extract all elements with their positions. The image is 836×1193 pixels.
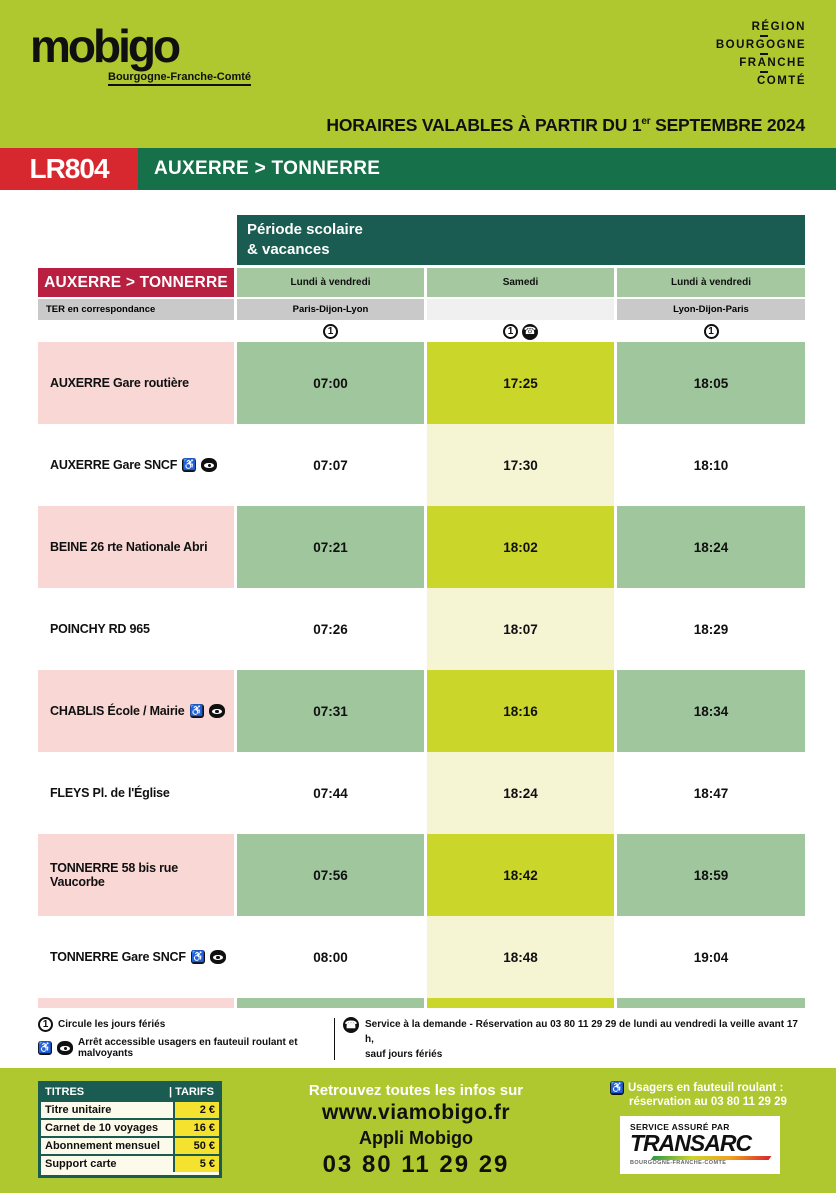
period-header (237, 215, 805, 265)
stop-name-label: AUXERRE Gare SNCF (50, 458, 178, 472)
line-destination: AUXERRE > TONNERRE (138, 148, 836, 190)
region-logo-line: FRANCHE (739, 57, 806, 69)
wheelchair-icon: ♿ (610, 1081, 624, 1094)
tariff-table (38, 1081, 222, 1178)
stop-name (38, 342, 234, 424)
icons-col1 (237, 321, 424, 342)
time-cell: 18:10 (617, 424, 805, 506)
mobigo-logo-subtitle: Bourgogne-Franche-Comté (108, 71, 251, 86)
time-cell: 07:26 (237, 588, 424, 670)
low-vision-icon (57, 1041, 73, 1055)
ter-label: TER en correspondance (38, 299, 234, 320)
time-cell: 19:04 (617, 916, 805, 998)
wheelchair-reservation (610, 1081, 805, 1095)
wheelchair-icon: ♿ (191, 950, 205, 963)
timetable-row (38, 424, 805, 506)
region-bfc-logo (716, 20, 806, 88)
header (0, 0, 836, 148)
day-header-col1: Lundi à vendredi (237, 268, 424, 297)
phone-icon: ☎ (522, 324, 538, 340)
stop-name-label: AUXERRE Gare routière (50, 376, 189, 390)
legend-accessible (38, 1037, 326, 1059)
timetable-row (38, 916, 805, 998)
time-cell (617, 998, 805, 1008)
time-cell: 07:44 (237, 752, 424, 834)
footer-info-intro: Retrouvez toutes les infos sur (308, 1082, 524, 1099)
validity-text: HORAIRES VALABLES À PARTIR DU 1 (326, 115, 642, 135)
tariff-price: 50 € (173, 1138, 219, 1154)
circled-1-icon: 1 (503, 324, 518, 339)
legend-divider (334, 1018, 335, 1060)
icons-col3 (617, 321, 805, 342)
stop-name (38, 998, 234, 1008)
region-logo-line: BOURGOGNE (715, 39, 806, 51)
stop-name-label: POINCHY RD 965 (50, 622, 150, 636)
time-cell: 18:05 (617, 342, 805, 424)
line-code-badge: LR804 (0, 148, 138, 190)
tariff-row (41, 1136, 219, 1154)
region-logo-bar (760, 53, 768, 55)
wheelchair-icon: ♿ (38, 1041, 52, 1054)
period-line2: & vacances (247, 240, 330, 258)
time-cell (427, 998, 614, 1008)
time-cell: 18:42 (427, 834, 614, 916)
wheelchair-icon: ♿ (189, 704, 204, 717)
ter-col3: Lyon-Dijon-Paris (617, 299, 805, 320)
timetable-row-partial (38, 998, 805, 1008)
timetable-row (38, 834, 805, 916)
stop-name-label: FLEYS Pl. de l'Église (50, 786, 170, 800)
time-cell: 18:59 (617, 834, 805, 916)
timetable-row (38, 752, 805, 834)
timetable (0, 190, 836, 1068)
footer-info (222, 1081, 610, 1193)
service-icons-row (38, 321, 805, 342)
tariff-row (41, 1100, 219, 1118)
stop-name-label: TONNERRE Gare SNCF (50, 950, 186, 964)
wheelchair-reservation-line1: Usagers en fauteuil roulant : (628, 1082, 784, 1094)
stop-name (38, 588, 234, 670)
mobigo-logo (30, 20, 251, 86)
legend-accessible-text: Arrêt accessible usagers en fauteuil roulant et malvoyants (78, 1037, 298, 1059)
time-cell: 17:30 (427, 424, 614, 506)
line-band (0, 148, 836, 190)
stop-name (38, 752, 234, 834)
day-header-row (38, 268, 805, 297)
legend-on-demand-text (365, 1017, 805, 1064)
tariff-price: 2 € (173, 1102, 219, 1118)
period-line1: Période scolaire (247, 221, 363, 238)
ter-row (38, 299, 805, 320)
stop-name-label: BEINE 26 rte Nationale Abri (50, 540, 208, 554)
legend (38, 1017, 805, 1064)
footer-right (610, 1081, 805, 1193)
time-cell: 17:25 (427, 342, 614, 424)
tariff-label: Carnet de 10 voyages (45, 1122, 159, 1134)
legend-left (38, 1017, 326, 1064)
footer (0, 1068, 836, 1193)
stop-name-label: TONNERRE 58 bis rue Vaucorbe (50, 861, 178, 889)
stop-name (38, 834, 234, 916)
day-header-col3: Lundi à vendredi (617, 268, 805, 297)
time-cell: 18:16 (427, 670, 614, 752)
tariff-col-titles: TITRES (45, 1086, 85, 1098)
tariff-price: 16 € (173, 1120, 219, 1136)
transarc-name: TRANSARC (630, 1130, 752, 1156)
stop-name (38, 506, 234, 588)
footer-phone: 03 80 11 29 29 (322, 1151, 510, 1178)
tariff-rows (41, 1100, 219, 1172)
period-header-row (38, 190, 805, 265)
time-cell: 07:07 (237, 424, 424, 506)
time-cell: 18:07 (427, 588, 614, 670)
time-cell: 18:47 (617, 752, 805, 834)
region-logo-bar (760, 71, 768, 73)
stop-name (38, 670, 234, 752)
transarc-swoosh (651, 1156, 772, 1160)
timetable-row (38, 342, 805, 424)
low-vision-icon (209, 704, 225, 718)
phone-icon: ☎ (343, 1017, 359, 1033)
region-logo-line: COMTÉ (756, 75, 806, 87)
stop-name (38, 916, 234, 998)
period-spacer (38, 215, 234, 265)
low-vision-icon (201, 458, 217, 472)
timetable-row (38, 670, 805, 752)
tariff-label: Titre unitaire (45, 1104, 112, 1116)
legend-on-demand-line1: Service à la demande - Réservation au 03 80 11 29 29 de lundi au vendredi la veille avant 17 h, (365, 1019, 798, 1045)
time-cell: 18:02 (427, 506, 614, 588)
transarc-subtitle: BOURGOGNE-FRANCHE-COMTÉ (630, 1160, 727, 1166)
time-cell (237, 998, 424, 1008)
transarc-label: SERVICE ASSURÉ PAR (630, 1122, 730, 1132)
timetable-rows (38, 342, 836, 998)
mobigo-logo-text: mobigo (30, 20, 179, 72)
footer-website: www.viamobigo.fr (321, 1101, 511, 1124)
route-header: AUXERRE > TONNERRE (38, 268, 234, 297)
time-cell: 18:48 (427, 916, 614, 998)
circled-1-icon: 1 (38, 1017, 53, 1032)
time-cell: 18:24 (427, 752, 614, 834)
legend-on-demand-line2: sauf jours fériés (365, 1049, 443, 1060)
wheelchair-reservation-line2: réservation au 03 80 11 29 29 (629, 1096, 787, 1108)
legend-on-demand (343, 1017, 805, 1064)
time-cell: 18:29 (617, 588, 805, 670)
wheelchair-icon: ♿ (182, 458, 196, 471)
stop-name (38, 424, 234, 506)
tariff-price: 5 € (173, 1156, 219, 1172)
tariff-header (41, 1084, 219, 1100)
ter-col1: Paris-Dijon-Lyon (237, 299, 424, 320)
time-cell: 07:31 (237, 670, 424, 752)
icons-spacer (38, 321, 234, 342)
tariff-col-tarifs: | TARIFS (168, 1086, 214, 1098)
stop-name-label: CHABLIS École / Mairie (50, 704, 185, 718)
tariff-row (41, 1154, 219, 1172)
tariff-label: Abonnement mensuel (45, 1140, 160, 1152)
legend-holiday-text: Circule les jours fériés (58, 1019, 166, 1030)
time-cell: 07:00 (237, 342, 424, 424)
legend-holiday (38, 1017, 326, 1032)
region-logo-bar (760, 35, 768, 37)
tariff-label: Support carte (45, 1158, 117, 1170)
circled-1-icon: 1 (704, 324, 719, 339)
time-cell: 18:34 (617, 670, 805, 752)
footer-app: Appli Mobigo (359, 1128, 473, 1148)
timetable-row (38, 588, 805, 670)
ter-col2 (427, 299, 614, 320)
transarc-logo (620, 1116, 780, 1174)
time-cell: 07:21 (237, 506, 424, 588)
day-header-col2: Samedi (427, 268, 614, 297)
validity-date (326, 115, 805, 136)
validity-text: SEPTEMBRE 2024 (650, 115, 805, 135)
timetable-row (38, 506, 805, 588)
circled-1-icon: 1 (323, 324, 338, 339)
time-cell: 18:24 (617, 506, 805, 588)
low-vision-icon (210, 950, 226, 964)
region-logo-line: RÉGION (751, 21, 806, 33)
icons-col2 (427, 321, 614, 342)
tariff-row (41, 1118, 219, 1136)
time-cell: 08:00 (237, 916, 424, 998)
validity-superscript: er (641, 116, 651, 128)
time-cell: 07:56 (237, 834, 424, 916)
